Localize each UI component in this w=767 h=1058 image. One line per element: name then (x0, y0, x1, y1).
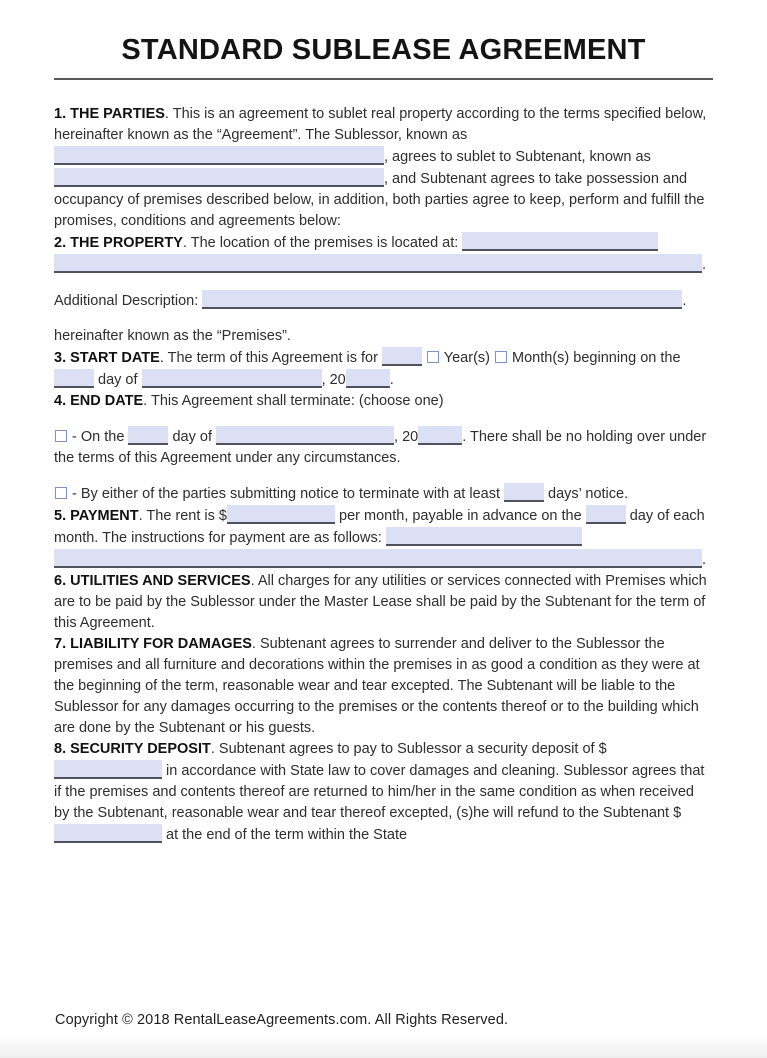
blank-field[interactable] (462, 232, 658, 251)
text-run: day of (168, 429, 217, 445)
blank-field[interactable] (54, 760, 162, 779)
text-run: Month(s) beginning on the (508, 350, 681, 366)
text-run: . (389, 372, 394, 388)
paragraph (54, 347, 713, 391)
text-run: . There shall be no holding over under the terms of this Agreement under any circumstances. (54, 429, 707, 466)
blank-field[interactable] (504, 483, 544, 502)
text-run: . The rent is $ (138, 508, 227, 524)
copyright-footer: Copyright © 2018 RentalLeaseAgreements.com. All Rights Reserved. (55, 1012, 509, 1028)
text-run: , 20 (321, 372, 346, 388)
section-heading: 4. END DATE (54, 393, 144, 409)
document-body (54, 104, 713, 846)
blank-field[interactable] (54, 254, 702, 273)
paragraph (54, 505, 713, 571)
text-run: days’ notice. (544, 486, 629, 502)
paragraph (54, 739, 713, 846)
blank-field[interactable] (386, 527, 582, 546)
blank-field[interactable] (346, 369, 390, 388)
document-title: STANDARD SUBLEASE AGREEMENT (121, 34, 646, 66)
text-run: day of each month. The instructions for payment are as follows: (54, 508, 705, 546)
section-security-deposit (54, 739, 713, 846)
text-run: in accordance with State law to cover damages and cleaning. Sublessor agrees that if the premises and contents thereof are returned to him/her in the same condition as when received by the Subtenant, reasonable wear and tear thereof excepted, (s)he will refund to the Subtenant $ (54, 763, 705, 821)
blank-field[interactable] (54, 168, 384, 187)
section-heading: 3. START DATE (54, 350, 160, 366)
blank-field[interactable] (202, 290, 682, 309)
text-run: . The location of the premises is located at: (182, 235, 463, 251)
section-heading: 6. UTILITIES AND SERVICES (54, 573, 251, 589)
paragraph (54, 104, 713, 232)
blank-field[interactable] (54, 146, 384, 165)
text-run: . Subtenant agrees to pay to Sublessor a security deposit of $ (210, 741, 607, 757)
blank-field[interactable] (54, 369, 94, 388)
blank-field[interactable] (586, 505, 626, 524)
checkbox[interactable] (495, 351, 507, 363)
text-run: . (702, 552, 707, 568)
title-divider (54, 78, 713, 80)
paragraph (54, 232, 713, 276)
section-heading: 7. LIABILITY FOR DAMAGES (54, 636, 252, 652)
section-end-date (54, 391, 713, 505)
paragraph (54, 391, 713, 412)
checkbox[interactable] (427, 351, 439, 363)
paragraph (54, 483, 713, 505)
page-bottom-edge (0, 1036, 767, 1058)
blank-field[interactable] (216, 426, 394, 445)
blank-field[interactable] (54, 549, 702, 568)
text-run: . This Agreement shall terminate: (choose one) (143, 393, 444, 409)
paragraph (54, 634, 713, 739)
section-liability-for-damages (54, 634, 713, 739)
blank-field[interactable] (418, 426, 462, 445)
text-run: , 20 (394, 429, 419, 445)
text-run: - By either of the parties submitting notice to terminate with at least (68, 486, 505, 502)
blank-field[interactable] (382, 347, 422, 366)
text-run: per month, payable in advance on the (335, 508, 586, 524)
section-the-property (54, 232, 713, 347)
section-the-parties (54, 104, 713, 232)
section-heading: 8. SECURITY DEPOSIT (54, 741, 211, 757)
checkbox[interactable] (55, 430, 67, 442)
text-run: day of (94, 372, 142, 388)
blank-field[interactable] (54, 824, 162, 843)
text-run: - On the (68, 429, 129, 445)
text-run: Year(s) (440, 350, 495, 366)
document-page (0, 34, 767, 1058)
blank-field[interactable] (142, 369, 322, 388)
text-run: . This is an agreement to sublet real property according to the terms specified below, hereinafter known as the “Agreement”. The Sublessor, known as (54, 106, 707, 143)
text-run: at the end of the term within the State (162, 827, 408, 843)
text-run: . (682, 293, 687, 309)
paragraph (54, 571, 713, 634)
text-run: . (702, 257, 707, 273)
text-run: , agrees to sublet to Subtenant, known as (384, 149, 651, 165)
text-run: . The term of this Agreement is for (159, 350, 382, 366)
text-run: . Subtenant agrees to surrender and deliver to the Sublessor the premises and all furniture and decorations within the premises in as good a condition as they were at the beginning of the term, reasonable wear and tear excepted. The Subtenant will be liable to the Sublessor for any damages occurring to the premises or the contents thereof or to the building which are done by the Subtenant or his guests. (54, 636, 700, 736)
paragraph (54, 326, 713, 347)
paragraph (54, 426, 713, 469)
section-heading: 5. PAYMENT (54, 508, 139, 524)
section-heading: 2. THE PROPERTY (54, 235, 183, 251)
blank-field[interactable] (128, 426, 168, 445)
text-run: hereinafter known as the “Premises”. (54, 328, 291, 344)
text-run: . All charges for any utilities or services connected with Premises which are to be paid by the Sublessor under the Master Lease shall be paid by the Subtenant for the term of this Agreement. (54, 573, 707, 631)
text-run: Additional Description: (54, 293, 203, 309)
checkbox[interactable] (55, 487, 67, 499)
text-run: , and Subtenant agrees to take possession and occupancy of premises described below, in addition, both parties agree to keep, perform and fulfill the promises, conditions and agreements below: (54, 171, 705, 229)
section-heading: 1. THE PARTIES (54, 106, 165, 122)
text-run (422, 350, 426, 366)
paragraph (54, 290, 713, 312)
section-payment (54, 505, 713, 571)
section-utilities-and-services (54, 571, 713, 634)
section-start-date (54, 347, 713, 391)
blank-field[interactable] (227, 505, 335, 524)
